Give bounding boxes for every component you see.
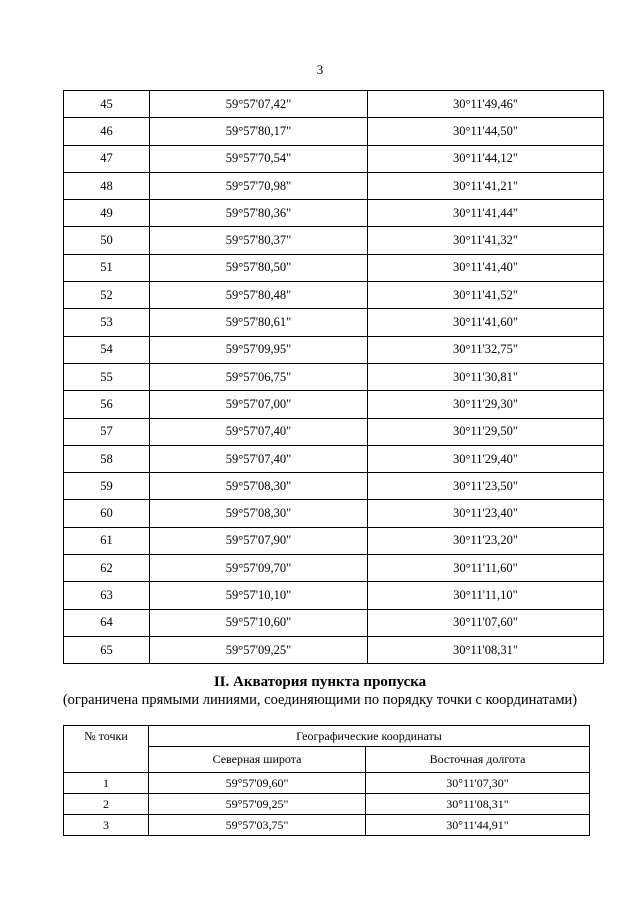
latitude-cell: 59°57'80,48" [150,282,368,309]
latitude-cell: 59°57'07,40" [150,445,368,472]
latitude-cell: 59°57'80,17" [150,118,368,145]
header-row [64,726,590,747]
longitude-cell: 30°11'29,40" [368,445,604,472]
longitude-cell: 30°11'41,52" [368,282,604,309]
header-point-number: № точки [64,726,149,773]
table-row [64,418,604,445]
header-north-latitude: Северная широта [149,747,366,773]
page-number: 3 [316,62,324,77]
table-row [64,172,604,199]
point-number-cell: 55 [64,363,150,390]
coordinates-table-body [64,91,604,664]
point-number-cell: 56 [64,391,150,418]
latitude-cell: 59°57'10,10" [150,582,368,609]
latitude-cell: 59°57'80,61" [150,309,368,336]
latitude-cell: 59°57'09,70" [150,555,368,582]
latitude-cell: 59°57'08,30" [150,500,368,527]
longitude-cell: 30°11'23,20" [368,527,604,554]
longitude-cell: 30°11'32,75" [368,336,604,363]
longitude-cell: 30°11'44,50" [368,118,604,145]
table-row [64,794,590,815]
table-row [64,445,604,472]
section-subtitle: (ограничена прямыми линиями, соединяющими по порядку точки с координатами) [62,692,578,708]
longitude-cell: 30°11'29,50" [368,418,604,445]
table-row [64,527,604,554]
point-number-cell: 54 [64,336,150,363]
point-number-cell: 60 [64,500,150,527]
table-row [64,91,604,118]
point-number-cell: 65 [64,636,150,663]
table-row [64,200,604,227]
table-row [64,336,604,363]
latitude-cell: 59°57'08,30" [150,473,368,500]
latitude-cell: 59°57'70,98" [150,172,368,199]
table-row [64,815,590,836]
point-number-cell: 53 [64,309,150,336]
point-number-cell: 58 [64,445,150,472]
coordinates-table [63,90,604,664]
latitude-cell: 59°57'07,00" [150,391,368,418]
header-geographic-coordinates: Географические координаты [149,726,590,747]
section-title: II. Акватория пункта пропуска [213,674,427,690]
table-row [64,309,604,336]
longitude-cell: 30°11'29,30" [368,391,604,418]
longitude-cell: 30°11'11,10" [368,582,604,609]
longitude-cell: 30°11'44,91" [366,815,590,836]
latitude-cell: 59°57'07,42" [150,91,368,118]
longitude-cell: 30°11'08,31" [368,636,604,663]
table-row [64,254,604,281]
table-row [64,609,604,636]
latitude-cell: 59°57'09,25" [149,794,366,815]
latitude-cell: 59°57'09,60" [149,773,366,794]
point-number-cell: 46 [64,118,150,145]
aquatory-coordinates-table [63,725,590,836]
longitude-cell: 30°11'11,60" [368,555,604,582]
latitude-cell: 59°57'03,75" [149,815,366,836]
latitude-cell: 59°57'07,90" [150,527,368,554]
longitude-cell: 30°11'44,12" [368,145,604,172]
point-number-cell: 45 [64,91,150,118]
point-number-cell: 51 [64,254,150,281]
longitude-cell: 30°11'41,44" [368,200,604,227]
point-number-cell: 49 [64,200,150,227]
longitude-cell: 30°11'23,40" [368,500,604,527]
latitude-cell: 59°57'09,95" [150,336,368,363]
longitude-cell: 30°11'08,31" [366,794,590,815]
latitude-cell: 59°57'06,75" [150,363,368,390]
point-number-cell: 52 [64,282,150,309]
table-row [64,282,604,309]
point-number-cell: 61 [64,527,150,554]
table-row [64,363,604,390]
point-number-cell: 3 [64,815,149,836]
latitude-cell: 59°57'07,40" [150,418,368,445]
point-number-cell: 64 [64,609,150,636]
point-number-cell: 62 [64,555,150,582]
latitude-cell: 59°57'09,25" [150,636,368,663]
longitude-cell: 30°11'07,30" [366,773,590,794]
table-row [64,636,604,663]
longitude-cell: 30°11'41,21" [368,172,604,199]
table-row [64,227,604,254]
table-row [64,500,604,527]
table-row [64,391,604,418]
point-number-cell: 47 [64,145,150,172]
longitude-cell: 30°11'30,81" [368,363,604,390]
header-east-longitude: Восточная долгота [366,747,590,773]
table-row [64,118,604,145]
point-number-cell: 1 [64,773,149,794]
longitude-cell: 30°11'41,60" [368,309,604,336]
longitude-cell: 30°11'49,46" [368,91,604,118]
longitude-cell: 30°11'23,50" [368,473,604,500]
point-number-cell: 59 [64,473,150,500]
latitude-cell: 59°57'80,50" [150,254,368,281]
latitude-cell: 59°57'80,37" [150,227,368,254]
longitude-cell: 30°11'41,40" [368,254,604,281]
latitude-cell: 59°57'80,36" [150,200,368,227]
longitude-cell: 30°11'41,32" [368,227,604,254]
table-row [64,773,590,794]
table-row [64,555,604,582]
aquatory-table-head [64,726,590,773]
longitude-cell: 30°11'07,60" [368,609,604,636]
table-row [64,582,604,609]
point-number-cell: 63 [64,582,150,609]
point-number-cell: 57 [64,418,150,445]
latitude-cell: 59°57'10,60" [150,609,368,636]
aquatory-table-body [64,773,590,836]
table-row [64,145,604,172]
point-number-cell: 50 [64,227,150,254]
point-number-cell: 48 [64,172,150,199]
table-row [64,473,604,500]
latitude-cell: 59°57'70,54" [150,145,368,172]
point-number-cell: 2 [64,794,149,815]
